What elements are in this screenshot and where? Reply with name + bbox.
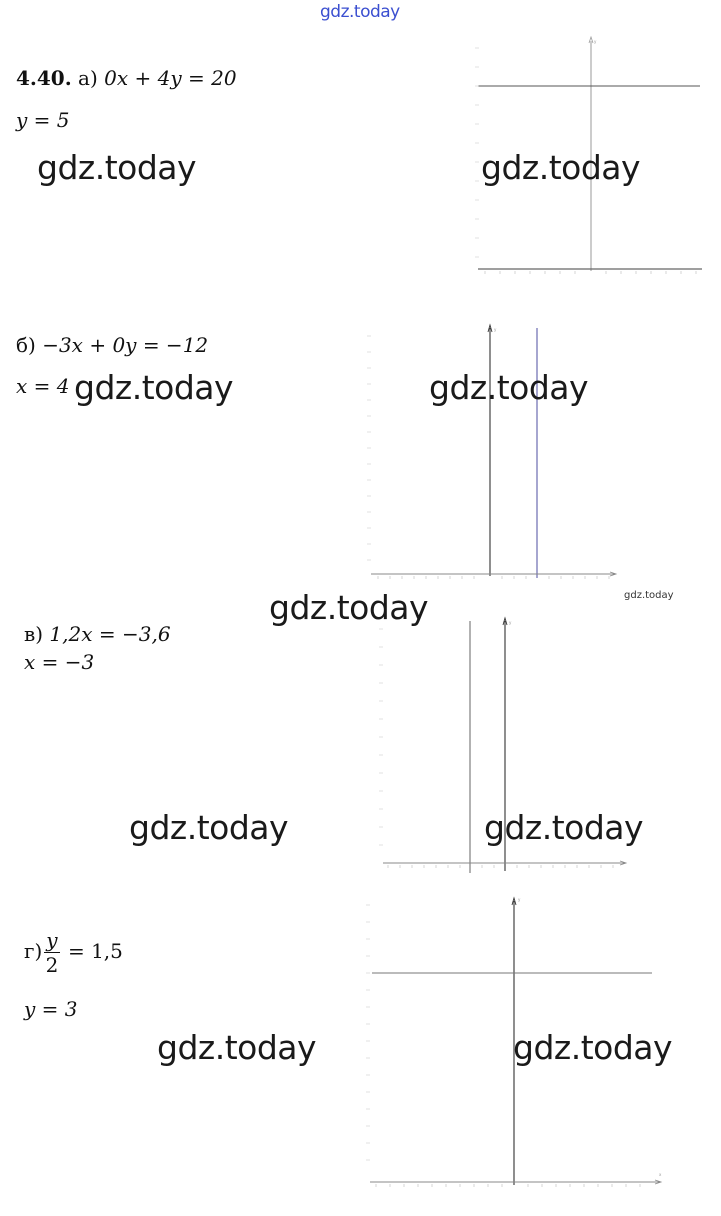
- problem-number: 4.40.: [16, 66, 72, 90]
- watermark: gdz.today: [429, 368, 589, 407]
- watermark: gdz.today: [484, 808, 644, 847]
- graph-v-y-label: y: [509, 620, 512, 625]
- watermark: gdz.today: [513, 1028, 673, 1067]
- part-a-answer: y = 5: [16, 108, 70, 132]
- part-g-label: г): [24, 939, 43, 963]
- part-b-equation-line: [16, 333, 208, 357]
- watermark: gdz.today: [74, 368, 234, 407]
- part-b-equation: −3x + 0y = −12: [42, 333, 209, 357]
- part-v-equation: 1,2x = −3,6: [49, 622, 171, 646]
- graph-g-y-label: y: [518, 897, 521, 902]
- part-a-equation-line: [16, 66, 237, 90]
- part-b-answer: x = 4: [16, 374, 70, 398]
- watermark: gdz.today: [37, 148, 197, 187]
- watermark: gdz.today: [157, 1028, 317, 1067]
- part-v-answer: x = −3: [24, 650, 95, 674]
- part-b-label: б): [16, 333, 36, 357]
- graph-b: [363, 322, 623, 584]
- watermark: gdz.today: [269, 588, 429, 627]
- part-v-equation-line: [24, 622, 171, 646]
- part-g-answer: y = 3: [24, 997, 78, 1021]
- part-g-equation-rest: = 1,5: [67, 939, 123, 963]
- graph-a-y-label: y: [594, 39, 597, 44]
- small-watermark: gdz.today: [624, 590, 674, 601]
- part-a-label: а): [78, 66, 98, 90]
- watermark: gdz.today: [129, 808, 289, 847]
- part-v-label: в): [24, 622, 44, 646]
- watermark: gdz.today: [481, 148, 641, 187]
- header-watermark[interactable]: gdz.today: [320, 2, 400, 22]
- part-g-fraction: $\frac{y}{2}$: [45, 928, 59, 977]
- graph-g-x-label: x: [659, 1172, 662, 1177]
- graph-b-y-label: y: [494, 327, 497, 332]
- part-g-equation-line: [24, 930, 123, 975]
- part-a-equation: 0x + 4y = 20: [104, 66, 237, 90]
